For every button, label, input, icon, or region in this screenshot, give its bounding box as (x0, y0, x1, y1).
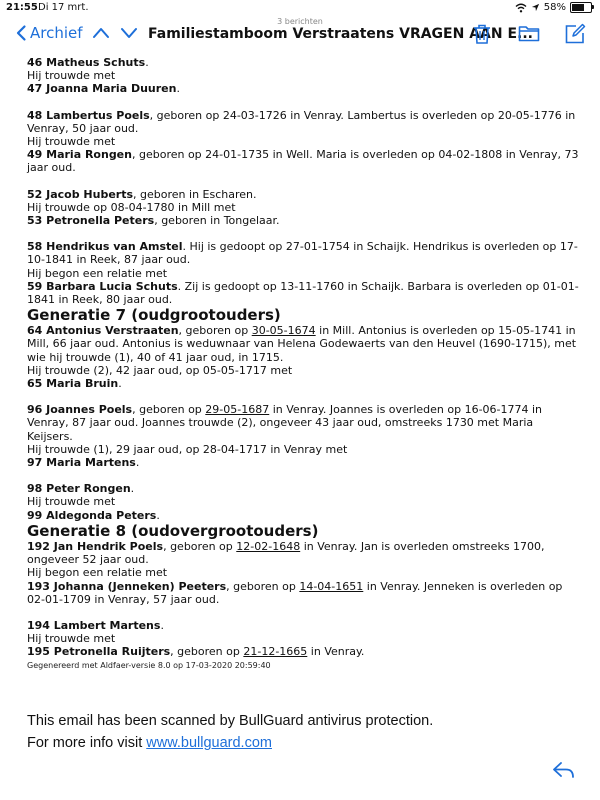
list-item: Hij trouwde (1), 29 jaar oud, op 28-04-1717 in Venray met (27, 442, 348, 456)
date-link[interactable]: 14-04-1651 (299, 579, 364, 593)
generation-heading: Generatie 7 (oudgrootouders) (27, 306, 281, 325)
more-info-line: For more info visit www.bullguard.com (27, 735, 272, 751)
list-item: Hij trouwde (2), 42 jaar oud, op 05-05-1717 met (27, 363, 293, 377)
back-button[interactable] (16, 24, 83, 42)
list-item: 64 Antonius Verstraaten, geboren op 30-05-1674 in Mill. Antonius is overleden op 15-05-1741 in Mill, 66 jaar oud. Antonius is weduwnaar van Helena Godewaerts van den Heuvel (1690-1715), met wie hij trouwde (1), 40 of 41 jaar oud, in 1715. (27, 324, 577, 364)
list-item: 48 Lambertus Poels, geboren op 24-03-1726 in Venray. Lambertus is overleden op 20-05-1776 in Venray, 50 jaar oud. (27, 108, 576, 135)
bullguard-link[interactable]: www.bullguard.com (146, 735, 272, 751)
email-subject: Familiestamboom Verstraatens VRAGEN AAN E... (148, 26, 533, 42)
list-item: 96 Joannes Poels, geboren op 29-05-1687 in Venray. Joannes is overleden op 16-06-1774 in Venray, 87 jaar oud. Joannes trouwde (2), ongeveer 43 jaar oud, omstreeks 1730 met Maria Keijsers. (27, 403, 543, 443)
chevron-left-icon (16, 25, 26, 41)
reply-icon[interactable] (552, 760, 576, 780)
list-item: Hij trouwde met (27, 495, 116, 509)
list-item: Hij trouwde met (27, 632, 116, 646)
date-link[interactable]: 30-05-1674 (251, 324, 316, 338)
list-item: Hij trouwde met (27, 135, 116, 149)
folder-icon[interactable] (518, 23, 540, 43)
date-link[interactable]: 12-02-1648 (236, 539, 301, 553)
list-item: 65 Maria Bruin. (27, 377, 122, 391)
date-link[interactable]: 21-12-1665 (243, 645, 308, 659)
generated-note: Gegenereerd met Aldfaer-versie 8.0 op 17-03-2020 20:59:40 (27, 660, 271, 670)
status-right (515, 2, 592, 13)
back-label: Archief (30, 24, 83, 42)
scan-notice: This email has been scanned by BullGuard antivirus protection. (27, 713, 434, 729)
status-time: 21:55 (6, 2, 38, 13)
list-item: Hij trouwde met (27, 69, 116, 83)
compose-icon[interactable] (564, 23, 586, 45)
list-item: 52 Jacob Huberts, geboren in Escharen. (27, 187, 257, 201)
list-item: 99 Aldegonda Peters. (27, 508, 160, 522)
list-item: Hij begon een relatie met (27, 266, 168, 280)
chevron-up-icon[interactable] (92, 26, 110, 40)
list-item: 46 Matheus Schuts. (27, 56, 149, 69)
list-item: 97 Maria Martens. (27, 456, 140, 470)
battery-percent: 58% (543, 2, 566, 13)
location-icon (531, 3, 540, 12)
list-item: Hij begon een relatie met (27, 566, 168, 580)
email-body (27, 56, 582, 672)
antivirus-footer (27, 710, 587, 754)
chevron-down-icon[interactable] (120, 26, 138, 40)
list-item: 98 Peter Rongen. (27, 482, 135, 496)
list-item: 53 Petronella Peters, geboren in Tongelaar. (27, 214, 280, 228)
battery-icon (570, 2, 592, 13)
list-item: 58 Hendrikus van Amstel. Hij is gedoopt op 27-01-1754 in Schaijk. Hendrikus is overleden op 17-10-1841 in Reek, 87 jaar oud. (27, 240, 578, 267)
list-item: 47 Joanna Maria Duuren. (27, 82, 180, 96)
generation-heading: Generatie 8 (oudovergrootouders) (27, 521, 319, 540)
list-item: 59 Barbara Lucia Schuts. Zij is gedoopt op 13-11-1760 in Schaijk. Barbara is overleden op 01-01-1841 in Reek, 80 jaar oud. (27, 279, 579, 307)
list-item: 194 Lambert Martens. (27, 618, 164, 632)
date-link[interactable]: 29-05-1687 (205, 403, 270, 417)
list-item: Hij trouwde op 08-04-1780 in Mill met (27, 200, 236, 214)
message-count: 3 berichten (277, 17, 323, 26)
mail-toolbar (0, 14, 600, 56)
wifi-icon (515, 3, 527, 13)
list-item: 193 Johanna (Jenneken) Peeters, geboren op 14-04-1651 in Venray. Jenneken is overleden op 02-01-1709 in Venray, 57 jaar oud. (27, 579, 563, 606)
list-item: 49 Maria Rongen, geboren op 24-01-1735 in Well. Maria is overleden op 04-02-1808 in Venray, 73 jaar oud. (27, 148, 579, 175)
list-item: 195 Petronella Ruijters, geboren op 21-12-1665 in Venray. (27, 645, 365, 659)
status-date: Di 17 mrt. (38, 2, 89, 13)
list-item: 192 Jan Hendrik Poels, geboren op 12-02-1648 in Venray. Jan is overleden omstreeks 1700, ongeveer 52 jaar oud. (27, 539, 545, 567)
trash-icon[interactable] (472, 23, 492, 45)
